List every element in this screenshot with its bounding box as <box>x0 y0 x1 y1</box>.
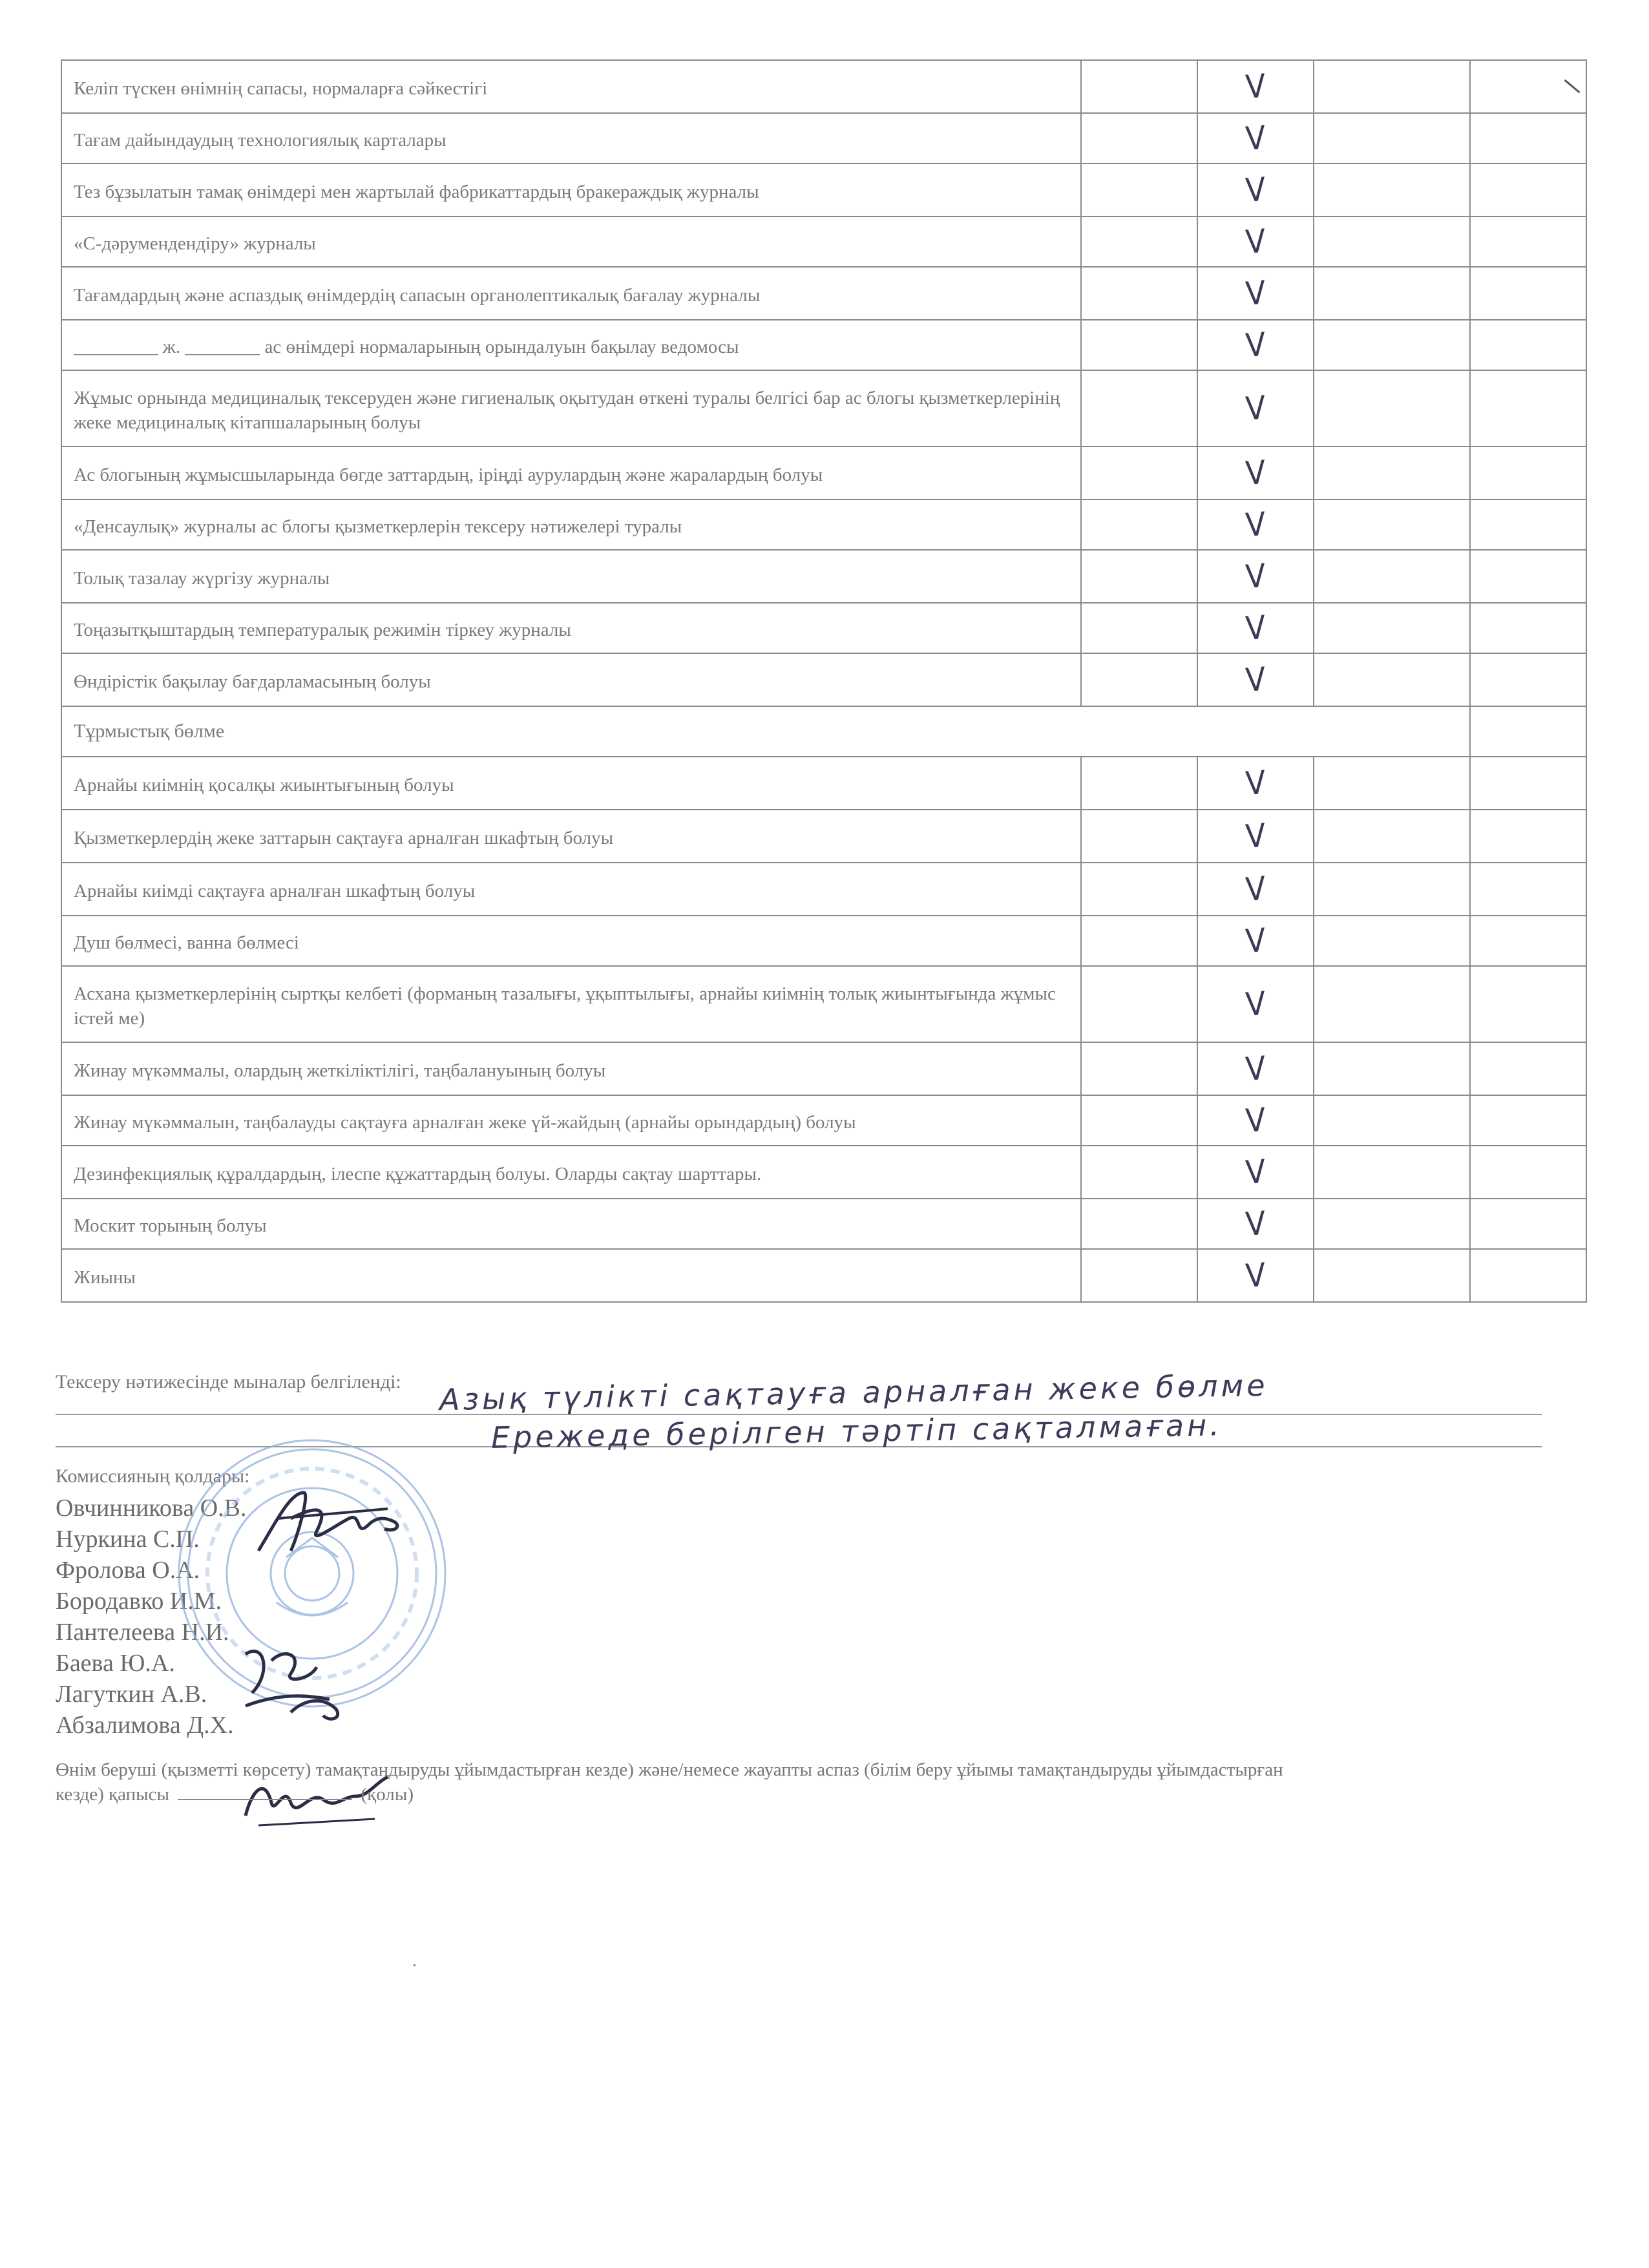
empty-cell <box>1314 1146 1470 1199</box>
checklist-item-text: Қызметкерлердің жеке заттарын сақтауға арналған шкафтың болуы <box>61 810 1081 863</box>
checklist-row <box>61 603 1586 653</box>
check-cell <box>1197 1042 1314 1095</box>
commission-member: Овчинникова О.В. <box>56 1495 247 1522</box>
checkmark-icon: V <box>1244 170 1267 210</box>
check-cell <box>1197 216 1314 267</box>
empty-cell <box>1081 1249 1197 1302</box>
empty-cell <box>1081 446 1197 499</box>
checkmark-icon: V <box>1244 222 1267 262</box>
empty-cell <box>1470 163 1586 216</box>
checkmark-icon: V <box>1244 453 1267 493</box>
checkmark-icon: V <box>1244 1204 1267 1244</box>
empty-cell <box>1081 1042 1197 1095</box>
checklist-item-text: Тағамдардың және аспаздық өнімдердің сапасын органолептикалық бағалау журналы <box>61 267 1081 320</box>
empty-cell <box>1314 550 1470 603</box>
checklist-row <box>61 163 1586 216</box>
empty-cell <box>1314 370 1470 446</box>
checklist-item-text: Душ бөлмесі, ванна бөлмесі <box>61 916 1081 966</box>
empty-cell <box>1470 916 1586 966</box>
check-cell <box>1197 1249 1314 1302</box>
checkmark-icon: V <box>1244 1049 1267 1089</box>
section-title: Тұрмыстық бөлме <box>61 706 1470 757</box>
empty-cell <box>1314 603 1470 653</box>
check-cell <box>1197 1146 1314 1199</box>
empty-cell <box>1470 267 1586 320</box>
empty-cell <box>1314 1249 1470 1302</box>
empty-cell <box>1470 863 1586 916</box>
empty-cell <box>1470 370 1586 446</box>
empty-cell <box>1314 320 1470 370</box>
check-cell <box>1197 916 1314 966</box>
checklist-row <box>61 370 1586 446</box>
checklist-item-text: Жұмыс орнында медициналық тексеруден және гигиеналық оқытудан өткені туралы белгісі бар ас блогы қызметкерлерінің жеке медициналық кітапшаларының болуы <box>61 370 1081 446</box>
checkmark-icon: V <box>1244 921 1267 961</box>
check-cell <box>1197 113 1314 163</box>
checklist-item-text: Москит торының болуы <box>61 1199 1081 1249</box>
checkmark-icon: V <box>1244 608 1267 648</box>
empty-cell <box>1470 113 1586 163</box>
empty-cell <box>1314 60 1470 113</box>
checkmark-icon: V <box>1244 67 1267 107</box>
check-cell <box>1197 966 1314 1042</box>
checkmark-icon: V <box>1244 505 1267 545</box>
checklist-item-text: Тағам дайындаудың технологиялық карталары <box>61 113 1081 163</box>
empty-cell <box>1081 916 1197 966</box>
empty-cell <box>1470 603 1586 653</box>
empty-cell <box>1081 757 1197 810</box>
empty-cell <box>1081 216 1197 267</box>
checkmark-icon: V <box>1244 816 1267 856</box>
checklist-item-text: Арнайы киімнің қосалқы жиынтығының болуы <box>61 757 1081 810</box>
commission-member: Баева Ю.А. <box>56 1650 175 1677</box>
checklist-item-text: Ас блогының жұмысшыларында бөгде заттардың, іріңді аурулардың және жаралардың болуы <box>61 446 1081 499</box>
checklist-item-text: «Денсаулық» журналы ас блогы қызметкерлерін тексеру нәтижелері туралы <box>61 499 1081 550</box>
checkmark-icon: V <box>1244 273 1267 313</box>
statement-line-1: Өнім беруші (қызметті көрсету) тамақтандыруды ұйымдастырған кезде) және/немесе жауапты аспаз (білім беру ұйымы тамақтандыруды ұйымдастырған <box>56 1759 1283 1780</box>
checkmark-icon: V <box>1244 388 1267 428</box>
checkmark-icon: V <box>1244 984 1267 1024</box>
empty-cell <box>1314 653 1470 706</box>
checklist-row <box>61 320 1586 370</box>
empty-cell <box>1314 966 1470 1042</box>
empty-cell <box>1314 810 1470 863</box>
empty-cell <box>1314 757 1470 810</box>
checkmark-icon: V <box>1244 1152 1267 1192</box>
checklist-item-text: _________ ж. ________ ас өнімдері нормаларының орындалуын бақылау ведомосы <box>61 320 1081 370</box>
checkmark-icon: V <box>1244 556 1267 596</box>
empty-cell <box>1470 1095 1586 1146</box>
results-label: Тексеру нәтижесінде мыналар белгіленді: <box>56 1371 401 1392</box>
checklist-item-text: Өндірістік бақылау бағдарламасының болуы <box>61 653 1081 706</box>
check-cell <box>1197 550 1314 603</box>
empty-cell <box>1081 113 1197 163</box>
empty-cell <box>1081 1095 1197 1146</box>
signature-caption: (қолы) <box>361 1784 414 1805</box>
checklist-row <box>61 863 1586 916</box>
check-cell <box>1197 370 1314 446</box>
checklist-item-text: Дезинфекциялық құралдардың, ілеспе құжаттардың болуы. Оларды сақтау шарттары. <box>61 1146 1081 1199</box>
checklist-item-text: Толық тазалау жүргізу журналы <box>61 550 1081 603</box>
checklist-row <box>61 446 1586 499</box>
empty-cell <box>1081 653 1197 706</box>
empty-cell <box>1470 653 1586 706</box>
empty-cell <box>1081 863 1197 916</box>
empty-cell <box>1470 810 1586 863</box>
empty-cell <box>1470 1199 1586 1249</box>
empty-cell <box>1314 863 1470 916</box>
empty-cell <box>1314 1042 1470 1095</box>
checklist-item-text: Асхана қызметкерлерінің сыртқы келбеті (форманың тазалығы, ұқыптылығы, арнайы киімнің толық жиынтығында жұмыс істей ме) <box>61 966 1081 1042</box>
checklist-row <box>61 916 1586 966</box>
checklist-row <box>61 267 1586 320</box>
signature-1-icon <box>252 1480 407 1564</box>
handwritten-finding-line-1: Азық түлікті сақтауға арналған жеке бөлме <box>439 1367 1268 1418</box>
check-cell <box>1197 267 1314 320</box>
empty-cell <box>1081 370 1197 446</box>
empty-cell <box>1314 267 1470 320</box>
empty-cell <box>1470 706 1586 757</box>
empty-cell <box>1081 810 1197 863</box>
checklist-item-text: Жиыны <box>61 1249 1081 1302</box>
empty-cell <box>1470 1042 1586 1095</box>
commission-label: Комиссияның қолдары: <box>56 1465 250 1487</box>
signature-blank <box>178 1799 352 1800</box>
checklist-item-text: Жинау мүкәммалы, олардың жеткіліктілігі, таңбалануының болуы <box>61 1042 1081 1095</box>
commission-member: Пантелеева Н.И. <box>56 1619 229 1646</box>
empty-cell <box>1314 1199 1470 1249</box>
empty-cell <box>1470 966 1586 1042</box>
empty-cell <box>1470 1249 1586 1302</box>
statement-line-2-start: кезде) қапысы <box>56 1784 169 1805</box>
check-cell <box>1197 863 1314 916</box>
check-cell <box>1197 446 1314 499</box>
checklist-row <box>61 1042 1586 1095</box>
check-cell <box>1197 163 1314 216</box>
scan-mark <box>414 1964 415 1966</box>
empty-cell <box>1314 163 1470 216</box>
check-cell <box>1197 653 1314 706</box>
empty-cell <box>1470 1146 1586 1199</box>
checklist-row <box>61 810 1586 863</box>
handwritten-finding-line-2: Ережеде берілген тәртіп сақталмаған. <box>490 1407 1223 1455</box>
checkmark-icon: V <box>1244 660 1267 700</box>
empty-cell <box>1314 446 1470 499</box>
empty-cell <box>1470 757 1586 810</box>
empty-cell <box>1081 499 1197 550</box>
check-cell <box>1197 1199 1314 1249</box>
responsible-person-statement <box>56 1758 1542 1807</box>
checklist-row <box>61 550 1586 603</box>
empty-cell <box>1081 320 1197 370</box>
checklist-row <box>61 653 1586 706</box>
empty-cell <box>1081 267 1197 320</box>
empty-cell <box>1314 216 1470 267</box>
checklist-row <box>61 113 1586 163</box>
commission-member: Нуркина С.П. <box>56 1526 200 1553</box>
empty-cell <box>1470 499 1586 550</box>
checkmark-icon: V <box>1244 1100 1267 1140</box>
check-cell <box>1197 1095 1314 1146</box>
checklist-row <box>61 60 1586 113</box>
check-cell <box>1197 499 1314 550</box>
empty-cell <box>1314 499 1470 550</box>
signature-2-icon <box>233 1635 362 1732</box>
checkmark-icon: V <box>1244 869 1267 909</box>
empty-cell <box>1470 216 1586 267</box>
empty-cell <box>1081 550 1197 603</box>
empty-cell <box>1314 916 1470 966</box>
checklist-item-text: Тоңазытқыштардың температуралық режимін тіркеу журналы <box>61 603 1081 653</box>
empty-cell <box>1081 966 1197 1042</box>
checklist-row <box>61 757 1586 810</box>
check-cell <box>1197 320 1314 370</box>
checklist-row <box>61 216 1586 267</box>
checklist-item-text: Келіп түскен өнімнің сапасы, нормаларға сәйкестігі <box>61 60 1081 113</box>
empty-cell <box>1470 60 1586 113</box>
check-cell <box>1197 757 1314 810</box>
checklist-row <box>61 966 1586 1042</box>
check-cell <box>1197 60 1314 113</box>
check-cell <box>1197 603 1314 653</box>
checklist-item-text: Арнайы киімді сақтауға арналған шкафтың болуы <box>61 863 1081 916</box>
check-cell <box>1197 810 1314 863</box>
checklist-item-text: Тез бұзылатын тамақ өнімдері мен жартылай фабрикаттардың бракераждық журналы <box>61 163 1081 216</box>
checklist-row <box>61 1249 1586 1302</box>
commission-member: Лагуткин А.В. <box>56 1681 207 1708</box>
commission-member: Абзалимова Д.Х. <box>56 1712 234 1739</box>
empty-cell <box>1314 113 1470 163</box>
checklist-item-text: Жинау мүкәммалын, таңбалауды сақтауға арналған жеке үй-жайдың (арнайы орындардың) болуы <box>61 1095 1081 1146</box>
empty-cell <box>1470 446 1586 499</box>
empty-cell <box>1470 550 1586 603</box>
checklist-row <box>61 499 1586 550</box>
section-header-row <box>61 706 1586 757</box>
checkmark-icon: V <box>1244 325 1267 365</box>
empty-cell <box>1081 60 1197 113</box>
checklist-row <box>61 1146 1586 1199</box>
checklist-item-text: «С-дәрумендендіру» журналы <box>61 216 1081 267</box>
checkmark-icon: V <box>1244 1255 1267 1296</box>
empty-cell <box>1081 163 1197 216</box>
checklist-row <box>61 1199 1586 1249</box>
commission-member: Фролова О.А. <box>56 1557 200 1584</box>
commission-member: Бородавко И.М. <box>56 1588 222 1615</box>
checkmark-icon: V <box>1244 763 1267 803</box>
empty-cell <box>1081 603 1197 653</box>
empty-cell <box>1314 1095 1470 1146</box>
empty-cell <box>1470 320 1586 370</box>
empty-cell <box>1081 1146 1197 1199</box>
checklist-row <box>61 1095 1586 1146</box>
checkmark-icon: V <box>1244 118 1267 158</box>
empty-cell <box>1081 1199 1197 1249</box>
inspection-checklist-table <box>61 59 1587 1303</box>
statement-line-2 <box>56 1782 1542 1807</box>
